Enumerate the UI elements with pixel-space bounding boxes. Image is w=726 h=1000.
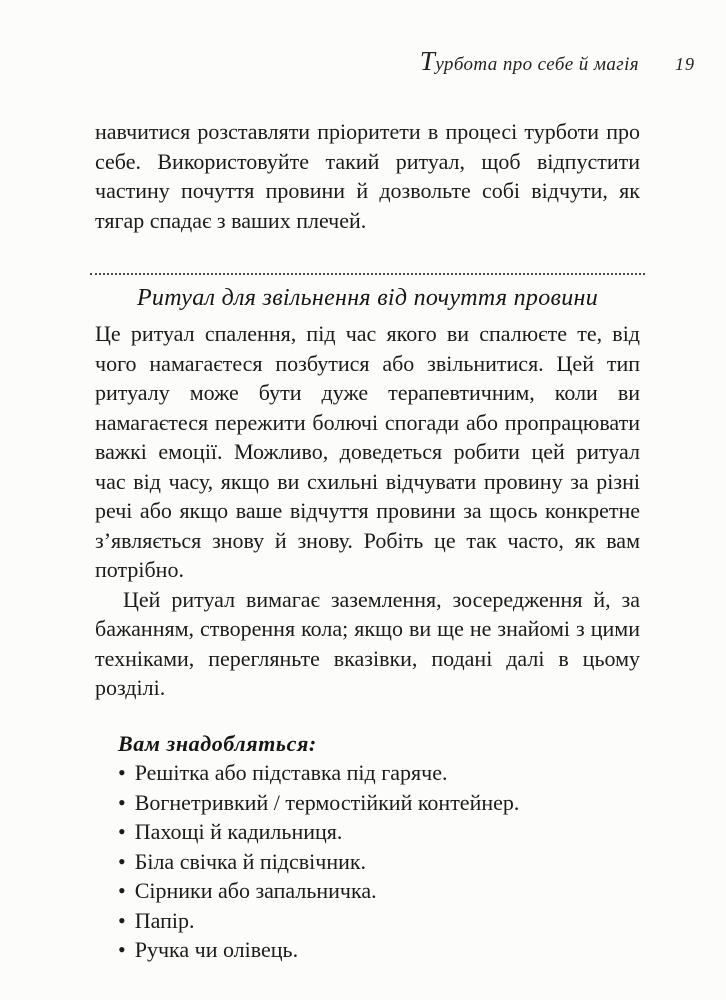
- list-item-text: Ручка чи олівець.: [134, 937, 299, 962]
- running-head: [0, 0, 726, 77]
- dotted-separator: [90, 273, 645, 275]
- list-item-text: Папір.: [134, 907, 195, 933]
- supplies-section: [118, 729, 640, 965]
- list-item-text: Решітка або підставка під гаряче.: [134, 760, 448, 785]
- page-number: 19: [675, 54, 695, 74]
- paragraph-intro: навчитися розставляти пріоритети в процесі турботи про себе. Використовуйте такий ритуал, щоб відпустити частину почуття провини й дозвольте собі відчути, як тягар спадає з ваших плечей.: [95, 119, 640, 233]
- supplies-heading: Вам знадобляться:: [118, 730, 317, 756]
- list-item: [118, 788, 640, 818]
- list-item-text: Сірники або запальничка.: [134, 878, 377, 903]
- list-item-text: Біла свічка й підсвічник.: [134, 848, 367, 874]
- list-item: [118, 876, 640, 906]
- bullet-icon: •: [118, 937, 126, 962]
- bullet-icon: •: [118, 848, 126, 874]
- paragraph-ritual-requirements: Цей ритуал вимагає заземлення, зосередження й, за бажанням, створення кола; якщо ви ще не знайомі з цими техніками, перегляньте вказівки, подані далі в цьому розділі.: [95, 586, 640, 700]
- text-block: [95, 117, 640, 965]
- bullet-icon: •: [118, 878, 126, 903]
- bullet-icon: •: [118, 819, 126, 844]
- section-heading: Ритуал для звільнення від почуття провини: [136, 285, 599, 311]
- list-item: [118, 817, 640, 847]
- list-item-text: Вогнетривкий / термостійкий контейнер.: [134, 789, 520, 815]
- list-item: [118, 906, 640, 936]
- bullet-icon: •: [118, 760, 126, 785]
- list-item-text: Пахощі й кадильниця.: [134, 819, 343, 844]
- running-head-title: Турбота про себе й магія: [419, 46, 639, 76]
- paragraph-ritual-description: Це ритуал спалення, під час якого ви спалюєте те, від чого намагаєтеся позбутися або звільнитися. Цей тип ритуалу може бути дуже терапевтичним, коли ви намагаєтеся пережити болючі спогади або пропрацювати важкі емоції. Можливо, доведеться робити цей ритуал час від часу, якщо ви схильні відчувати провину за різні речі або якщо ваше відчуття провини за щось конкретне з’являється знову й знову. Робіть це так часто, як вам потрібно.: [95, 321, 640, 582]
- bullet-icon: •: [118, 907, 126, 933]
- list-item: [118, 847, 640, 877]
- list-item: [118, 935, 640, 965]
- list-item: [118, 758, 640, 788]
- bullet-icon: •: [118, 789, 126, 815]
